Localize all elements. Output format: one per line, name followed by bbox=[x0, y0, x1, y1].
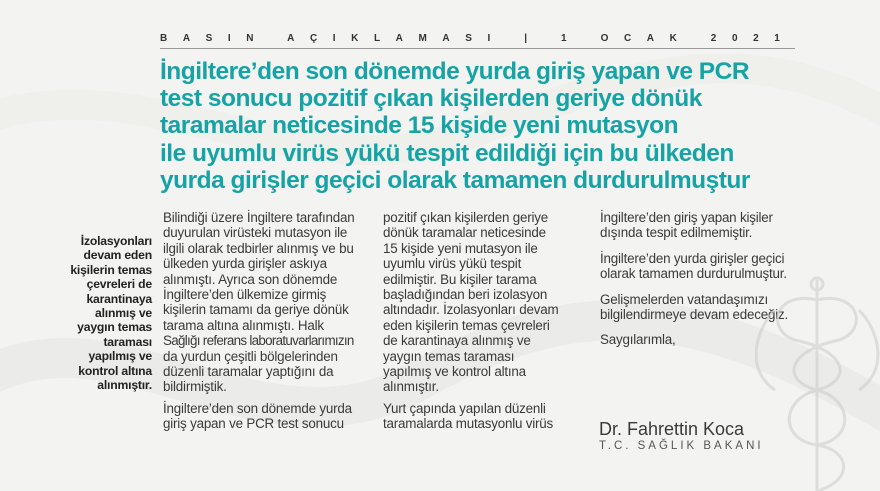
text-line: pozitif çıkan kişilerden geriye bbox=[383, 210, 548, 225]
text-line: yapılmış ve kontrol altına bbox=[383, 364, 526, 380]
paragraph bbox=[383, 401, 588, 432]
pull-quote-line: kişilerin temas bbox=[70, 262, 152, 277]
signatory-name: Dr. Fahrettin Koca bbox=[599, 419, 745, 439]
closing-line: Saygılarımla, bbox=[600, 332, 676, 348]
text-line: Sağlığı referans laboratuvarlarımızın bbox=[163, 333, 354, 349]
text-line: duyurulan virüsteki mutasyon ile bbox=[163, 225, 348, 241]
header-divider bbox=[160, 48, 795, 49]
headline-line: taramalar neticesinde 15 kişide yeni mutasyon bbox=[160, 112, 679, 140]
text-line: ülkeden yurda girişler askıya bbox=[163, 256, 327, 272]
pull-quote-line: yapılmış ve bbox=[88, 349, 152, 364]
text-line: dönük taramalar neticesinde bbox=[383, 225, 546, 241]
headline-line: İngiltere’den son dönemde yurda giriş yapan ve PCR bbox=[160, 58, 750, 85]
headline-line: yurda girişler geçici olarak tamamen durdurulmuştur bbox=[160, 166, 750, 194]
text-line: da yurdun çeşitli bölgelerinden bbox=[163, 348, 338, 364]
pull-quote-line: karantinaya bbox=[86, 291, 152, 306]
text-line: olarak tamamen durdurulmuştur. bbox=[600, 266, 787, 282]
text-line: Bilindiği üzere İngiltere tarafından bbox=[163, 210, 355, 225]
text-line: alınmıştı. Ayrıca son dönemde bbox=[163, 271, 338, 287]
signature-block bbox=[599, 419, 819, 453]
pull-quote-line: İzolasyonları bbox=[80, 234, 152, 248]
text-line: Gelişmelerden vatandaşımızı bbox=[600, 291, 769, 307]
pull-quote-line: taraması bbox=[103, 334, 152, 349]
text-line: İngiltere’den son dönemde yurda bbox=[163, 400, 352, 416]
text-line: taramalarda mutasyonlu virüs bbox=[383, 416, 554, 432]
text-line: İngiltere’den ülkemize girmiş bbox=[163, 287, 327, 303]
pull-quote-line: alınmıştır. bbox=[97, 378, 152, 393]
pull-quote-line: yaygın temas bbox=[77, 320, 152, 335]
paragraph bbox=[600, 210, 810, 241]
pull-quote-line: alınmış ve bbox=[95, 306, 152, 321]
text-line: de karantinaya alınmış ve bbox=[383, 333, 531, 349]
press-release-header: BASIN AÇIKLAMASI | 1 OCAK 2021 bbox=[160, 33, 796, 44]
headline bbox=[160, 58, 820, 194]
text-line: yaygın temas taraması bbox=[383, 348, 515, 364]
headline-line: test sonucu pozitif çıkan kişilerden geriye dönük bbox=[160, 85, 702, 113]
body-column-2 bbox=[383, 210, 588, 438]
pull-quote-line: çevreleri de bbox=[86, 277, 152, 292]
text-line: alınmıştır. bbox=[383, 379, 439, 395]
text-line: düzenli taramalar yaptığını da bbox=[163, 364, 334, 380]
text-line: 15 kişide yeni mutasyon ile bbox=[383, 240, 538, 256]
paragraph bbox=[163, 210, 378, 395]
pull-quote-line: kontrol altına bbox=[78, 363, 152, 378]
text-line: bildirmiştik. bbox=[163, 379, 227, 395]
text-line: dışında tespit edilmemiştir. bbox=[600, 225, 753, 241]
text-line: altındadır. İzolasyonları devam bbox=[383, 302, 559, 318]
text-line: kişilerin tamamı da geriye dönük bbox=[163, 302, 349, 318]
paragraph bbox=[383, 210, 588, 395]
text-line: edilmiştir. Bu kişiler tarama bbox=[383, 271, 537, 287]
body-column-1 bbox=[163, 210, 378, 438]
headline-line: ile uyumlu virüs yükü tespit edildiği için bu ülkeden bbox=[160, 139, 734, 167]
text-line: İngiltere’den yurda girişler geçici bbox=[600, 250, 785, 266]
text-line: İngiltere’den giriş yapan kişiler bbox=[600, 210, 773, 225]
paragraph bbox=[163, 401, 378, 432]
text-line: giriş yapan ve PCR test sonucu bbox=[163, 416, 344, 432]
text-line: eden kişilerin temas çevreleri bbox=[383, 317, 550, 333]
caduceus-emblem-icon bbox=[755, 270, 880, 491]
text-line: uyumlu virüs yükü tespit bbox=[383, 256, 522, 272]
text-line: Yurt çapında yapılan düzenli bbox=[383, 400, 546, 416]
pull-quote-line: devam eden bbox=[83, 248, 152, 263]
signatory-title: T.C. SAĞLIK BAKANI bbox=[599, 440, 764, 452]
text-line: bilgilendirmeye devam edeceğiz. bbox=[600, 307, 789, 323]
pull-quote bbox=[30, 234, 152, 392]
text-line: başladığından beri izolasyon bbox=[383, 287, 548, 303]
text-line: tarama altına alınmıştı. Halk bbox=[163, 317, 324, 333]
text-line: ilgili olarak tedbirler alınmış ve bu bbox=[163, 240, 354, 256]
